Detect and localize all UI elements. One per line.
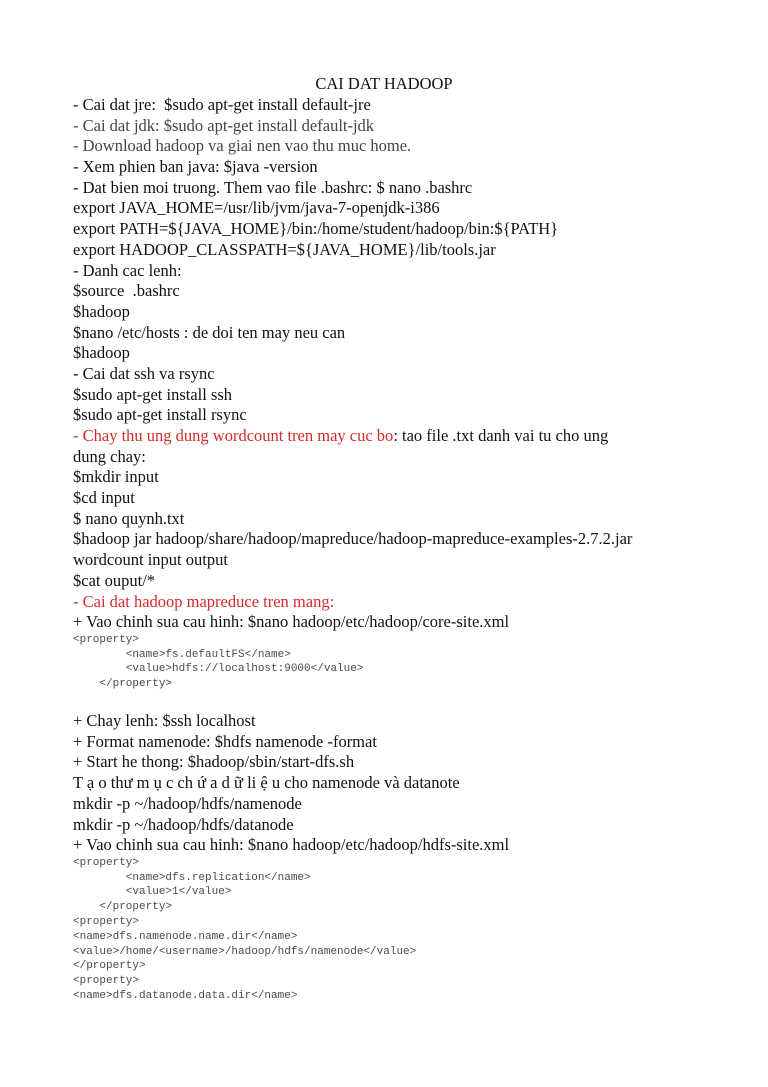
hdfs-site-xml-line: </property> — [73, 960, 146, 973]
step-create-data-dirs: T ạ o thư m ụ c ch ứ a d ữ li ệ u cho namenode và datanote — [73, 773, 460, 793]
command-cat-output: $cat ouput/* — [73, 570, 156, 590]
step-format-namenode: + Format namenode: $hdfs namenode -format — [73, 731, 377, 751]
network-heading: - Cai dat hadoop mapreduce tren mang: — [73, 591, 335, 611]
hdfs-site-xml-line: <name>dfs.replication</name> — [73, 871, 311, 884]
command-cd-input: $cd input — [73, 488, 135, 508]
command-install-rsync: $sudo apt-get install rsync — [73, 405, 247, 425]
command-mkdir-datanode: mkdir -p ~/hadoop/hdfs/datanode — [73, 814, 294, 834]
hdfs-site-xml-line: <name>dfs.namenode.name.dir</name> — [73, 930, 298, 943]
command-hadoop: $hadoop — [73, 301, 130, 321]
wordcount-heading — [73, 426, 733, 447]
command-install-ssh: $sudo apt-get install ssh — [73, 384, 233, 404]
hdfs-site-xml-line: </property> — [73, 901, 173, 914]
step-ssh-localhost: + Chay lenh: $ssh localhost — [73, 711, 256, 731]
wordcount-heading-highlight: - Chay thu ung dung wordcount tren may cuc bo — [73, 426, 394, 445]
step-run-commands: - Danh cac lenh: — [73, 260, 182, 280]
command-hadoop-again: $hadoop — [73, 343, 130, 363]
command-hadoop-jar: $hadoop jar hadoop/share/hadoop/mapreduce/hadoop-mapreduce-examples-2.7.2.jar — [73, 529, 633, 549]
command-mkdir-namenode: mkdir -p ~/hadoop/hdfs/namenode — [73, 793, 302, 813]
document-body — [73, 95, 733, 1004]
document-title: CAI DAT HADOOP — [315, 74, 453, 93]
core-site-xml-line: </property> — [73, 678, 173, 691]
step-install-jdk: - Cai dat jdk: $sudo apt-get install default-jdk — [73, 115, 375, 135]
command-nano-hosts: $nano /etc/hosts : de doi ten may neu can — [73, 322, 346, 342]
command-source-bashrc: $source .bashrc — [73, 281, 180, 301]
hdfs-site-instruction: + Vao chinh sua cau hinh: $nano hadoop/etc/hadoop/hdfs-site.xml — [73, 835, 510, 855]
hdfs-site-xml-line: <property> — [73, 975, 140, 988]
step-install-jre: - Cai dat jre: $sudo apt-get install default-jre — [73, 95, 371, 114]
core-site-instruction: + Vao chinh sua cau hinh: $nano hadoop/etc/hadoop/core-site.xml — [73, 612, 510, 632]
wordcount-heading-cont: dung chay: — [73, 446, 146, 466]
command-nano-txt: $ nano quynh.txt — [73, 508, 185, 528]
command-wordcount-args: wordcount input output — [73, 550, 228, 570]
export-path: export PATH=${JAVA_HOME}/bin:/home/student/hadoop/bin:${PATH} — [73, 219, 559, 239]
step-set-env: - Dat bien moi truong. Them vao file .bashrc: $ nano .bashrc — [73, 177, 473, 197]
hdfs-site-xml-line: <name>dfs.datanode.data.dir</name> — [73, 990, 298, 1003]
step-install-ssh-rsync: - Cai dat ssh va rsync — [73, 363, 215, 383]
export-hadoop-classpath: export HADOOP_CLASSPATH=${JAVA_HOME}/lib/tools.jar — [73, 239, 496, 259]
core-site-xml-line: <value>hdfs://localhost:9000</value> — [73, 663, 364, 676]
hdfs-site-xml-line: <value>/home/<username>/hadoop/hdfs/namenode</value> — [73, 945, 417, 958]
core-site-xml-line: <property> — [73, 633, 140, 646]
step-start-dfs: + Start he thong: $hadoop/sbin/start-dfs.sh — [73, 752, 355, 772]
command-mkdir-input: $mkdir input — [73, 467, 159, 487]
core-site-xml-line: <name>fs.defaultFS</name> — [73, 648, 291, 661]
step-download-hadoop: - Download hadoop va giai nen vao thu muc home. — [73, 136, 412, 156]
hdfs-site-xml-line: <value>1</value> — [73, 886, 232, 899]
wordcount-heading-rest: : tao file .txt danh vai tu cho ung — [393, 426, 609, 445]
step-java-version: - Xem phien ban java: $java -version — [73, 157, 318, 177]
hdfs-site-xml-line: <property> — [73, 916, 140, 929]
export-java-home: export JAVA_HOME=/usr/lib/jvm/java-7-openjdk-i386 — [73, 198, 440, 218]
spacer — [73, 692, 733, 711]
hdfs-site-xml-line: <property> — [73, 856, 140, 869]
